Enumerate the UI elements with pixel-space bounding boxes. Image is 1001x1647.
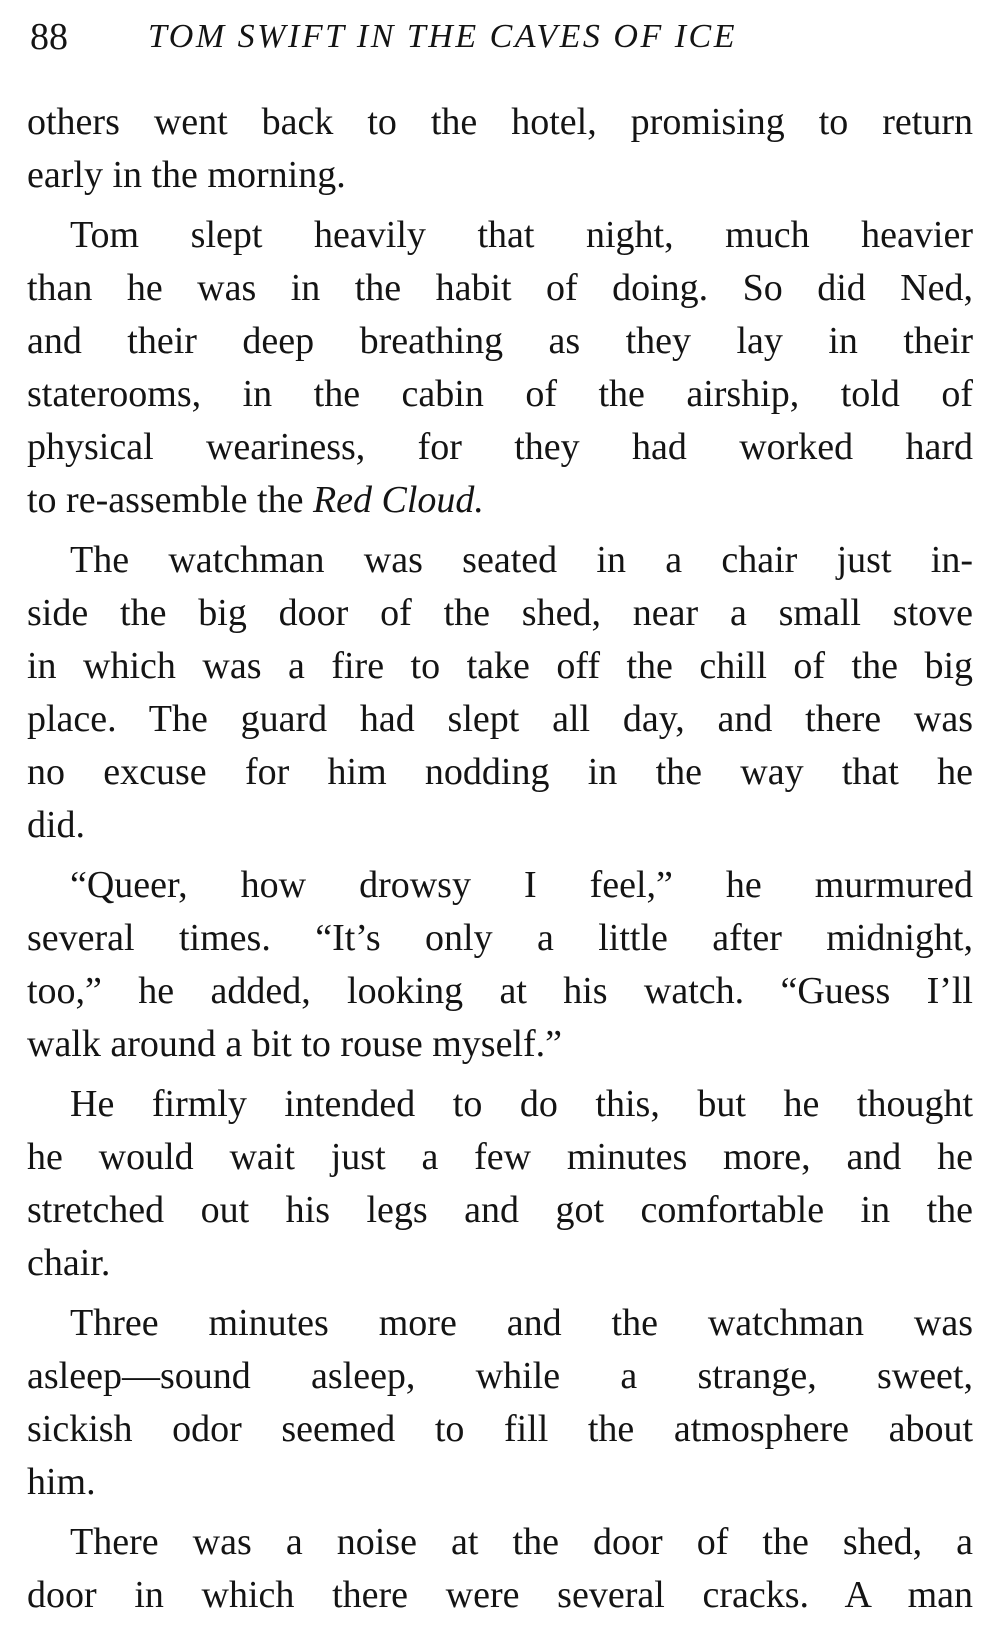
text-line	[27, 534, 973, 587]
paragraph	[27, 1297, 973, 1509]
text-line-content: several times. “It’s only a little after midnight,	[27, 917, 973, 959]
text-line-content: him.	[27, 1461, 96, 1503]
paragraph	[27, 96, 973, 202]
text-line-content: stretched out his legs and got comfortable in the	[27, 1189, 973, 1231]
page-header	[30, 12, 970, 62]
paragraph	[27, 1516, 973, 1622]
text-line-content: sickish odor seemed to fill the atmosphere about	[27, 1408, 973, 1450]
text-line	[27, 209, 973, 262]
text-line	[27, 262, 973, 315]
text-line	[27, 474, 973, 527]
text-line	[27, 965, 973, 1018]
text-line	[27, 587, 973, 640]
text-line-content: There was a noise at the door of the shed, a	[70, 1521, 973, 1563]
text-line-content: Tom slept heavily that night, much heavier	[70, 214, 973, 256]
text-line-content: place. The guard had slept all day, and there was	[27, 698, 973, 740]
text-line	[27, 421, 973, 474]
text-line	[27, 693, 973, 746]
text-line	[27, 912, 973, 965]
text-line	[27, 1131, 973, 1184]
text-line	[27, 1403, 973, 1456]
text-line-content: The watchman was seated in a chair just in-	[70, 539, 973, 581]
paragraph	[27, 209, 973, 527]
text-line-content: did.	[27, 804, 86, 846]
text-line	[27, 96, 973, 149]
text-line-content: in which was a fire to take off the chill of the big	[27, 645, 973, 687]
page-number: 88	[30, 16, 68, 58]
text-line-content: early in the morning.	[27, 154, 346, 196]
text-line-content: than he was in the habit of doing. So did Ned,	[27, 267, 973, 309]
paragraph	[27, 859, 973, 1071]
text-line	[27, 149, 973, 202]
text-line	[27, 368, 973, 421]
text-line-content: physical weariness, for they had worked hard	[27, 426, 973, 468]
paragraph	[27, 1078, 973, 1290]
text-line-content: side the big door of the shed, near a small stove	[27, 592, 973, 634]
text-line	[27, 1569, 973, 1622]
text-line-content: and their deep breathing as they lay in their	[27, 320, 973, 362]
text-line-content: chair.	[27, 1242, 111, 1284]
text-line	[27, 1078, 973, 1131]
text-line	[27, 315, 973, 368]
text-line-content: asleep—sound asleep, while a strange, sweet,	[27, 1355, 973, 1397]
text-line	[27, 1456, 973, 1509]
text-line-content: no excuse for him nodding in the way that he	[27, 751, 973, 793]
text-line-content: others went back to the hotel, promising to return	[27, 101, 973, 143]
text-line	[27, 640, 973, 693]
text-line	[27, 1018, 973, 1071]
text-line-content: He firmly intended to do this, but he thought	[70, 1083, 973, 1125]
text-line	[27, 799, 973, 852]
text-line	[27, 1297, 973, 1350]
text-line-content: Three minutes more and the watchman was	[70, 1302, 973, 1344]
text-line-content: too,” he added, looking at his watch. “Guess I’ll	[27, 970, 973, 1012]
running-head: TOM SWIFT IN THE CAVES OF ICE	[148, 18, 737, 55]
text-line	[27, 1184, 973, 1237]
ship-name: Red Cloud.	[312, 479, 484, 521]
text-line-content: he would wait just a few minutes more, and he	[27, 1136, 973, 1178]
body-text	[27, 96, 973, 1629]
text-line	[27, 1516, 973, 1569]
text-line-content: to re-assemble the	[27, 479, 313, 521]
text-line	[27, 859, 973, 912]
text-line-content: “Queer, how drowsy I feel,” he murmured	[70, 864, 973, 906]
text-line	[27, 1237, 973, 1290]
text-line	[27, 746, 973, 799]
text-line-content: door in which there were several cracks. A man	[27, 1574, 973, 1616]
paragraph	[27, 534, 973, 852]
text-line	[27, 1350, 973, 1403]
text-line-content: walk around a bit to rouse myself.”	[27, 1023, 563, 1065]
text-line-content: staterooms, in the cabin of the airship, told of	[27, 373, 973, 415]
